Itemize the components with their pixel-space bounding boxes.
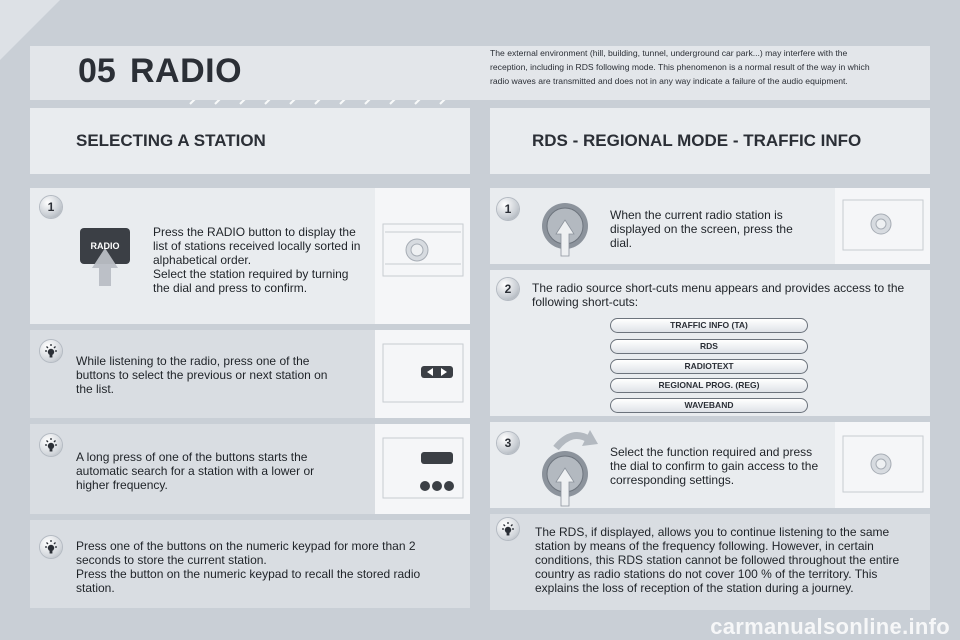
- menu-item-traffic-info[interactable]: TRAFFIC INFO (TA): [610, 318, 808, 333]
- audio-unit-buttons-icon: [375, 424, 470, 514]
- left-section-title: SELECTING A STATION: [76, 131, 266, 150]
- dial-press-icon: [540, 196, 590, 260]
- menu-item-rds[interactable]: RDS: [610, 339, 808, 354]
- tip-icon: [40, 340, 62, 362]
- left-tip2-text: A long press of one of the buttons starts the automatic search for a station with a lower or higher frequency.: [76, 450, 315, 492]
- step-number-badge: 2: [497, 278, 519, 300]
- menu-item-regional-prog[interactable]: REGIONAL PROG. (REG): [610, 378, 808, 393]
- audio-unit-seek-buttons-icon: [375, 330, 470, 418]
- left-tip3-text: Press one of the buttons on the numeric keypad for more than 2 seconds to store the current station. Press the button on the numeric keypad to recall the stored radio station.: [76, 539, 421, 595]
- right-step2-text: The radio source short-cuts menu appears and provides access to the following short-cuts:: [532, 281, 905, 309]
- radio-button-icon: [78, 222, 132, 288]
- device-image: [375, 188, 470, 324]
- reception-warning: The external environment (hill, building, tunnel, underground car park...) may interfere with the reception, including in RDS following mode. This phenomenon is a normal result of the way in which radio waves are transmitted and does not in any way indicate a failure of the audio equipment.: [490, 48, 870, 86]
- left-step1-text: Press the RADIO button to display the list of stations received locally sorted in alphabetical order. Select the station required by turning the dial and press to confirm.: [153, 225, 361, 295]
- step-number-badge: 1: [40, 196, 62, 218]
- menu-item-radiotext[interactable]: RADIOTEXT: [610, 359, 808, 374]
- right-section-title: RDS - REGIONAL MODE - TRAFFIC INFO: [532, 131, 862, 150]
- chapter-title: RADIO: [130, 52, 243, 90]
- watermark: carmanualsonline.info: [710, 614, 950, 639]
- step-number-badge: 1: [497, 198, 519, 220]
- device-image: [375, 330, 470, 418]
- audio-unit-dial-icon: [375, 188, 470, 324]
- device-image: [835, 188, 930, 264]
- audio-unit-dial-icon: [835, 188, 930, 264]
- left-tip1-text: While listening to the radio, press one of the buttons to select the previous or next station on the list.: [76, 354, 328, 396]
- chapter-number: 05: [78, 52, 116, 90]
- device-image: [375, 424, 470, 514]
- device-image: [835, 422, 930, 508]
- tip-icon: [497, 518, 519, 540]
- step-number-badge: 3: [497, 432, 519, 454]
- right-step1-text: When the current radio station is displayed on the screen, press the dial.: [610, 208, 793, 250]
- right-tip-text: The RDS, if displayed, allows you to continue listening to the same station by means of the frequency following. However, in certain conditions, this RDS station cannot be followed throughout the entire country as radio stations do not cover 100 % of the territory. This explains the loss of reception of the station during a journey.: [535, 525, 900, 595]
- radio-button-label: RADIO: [90, 241, 120, 251]
- menu-item-waveband[interactable]: WAVEBAND: [610, 398, 808, 413]
- tip-icon: [40, 434, 62, 456]
- dial-turn-press-icon: [538, 424, 602, 508]
- audio-unit-dial-icon: [835, 422, 930, 508]
- right-step3-text: Select the function required and press the dial to confirm to gain access to the corresponding settings.: [610, 445, 819, 487]
- tip-icon: [40, 536, 62, 558]
